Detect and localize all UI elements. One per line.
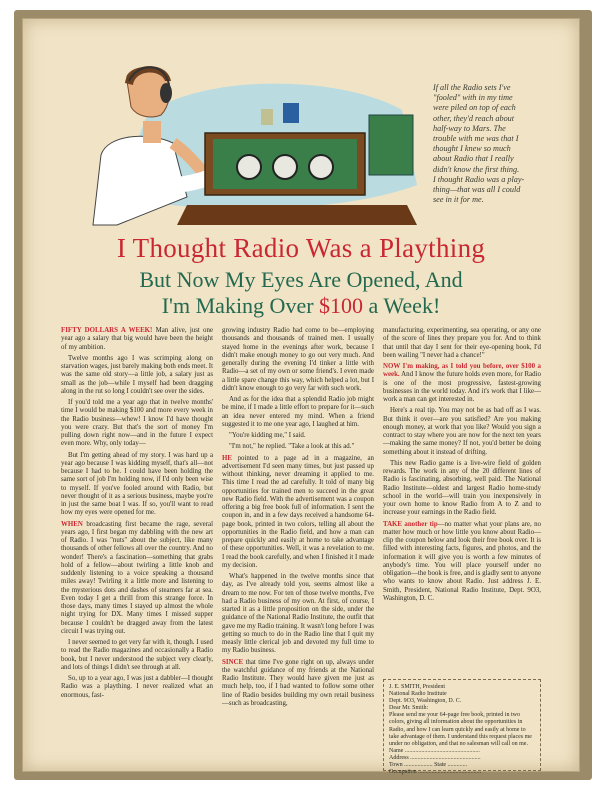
article-column-2: growing industry Radio had come to be—employing thousands and thousands of trained men. I usually stayed home in the evenings after work, because I didn't make enough money to go out very much. And generally during the evening I'd tinker a little with Radio—a set of my own or some friend's. I even made a little spare change this way, which helped a lot, but I didn't know enough to go very far with such work. And as for the idea that a splendid Radio job might be mine, if I made a little effort to prepare for it—such an idea never entered my mind. When a friend suggested it to me one year ago, I laughed at him. "You're kidding me," I said. "I'm not," he replied. "Take a look at this ad." HE pointed to a page ad in a magazine, an advertisement I'd seen many times, but just passed up without thinking, never dreaming it applied to me. This time I read the ad carefully. It told of many big opportunities for trained men to succeed in the great new Radio field. With the advertisement was a coupon offering a big free book full of information. I sent the coupon in, and in a few days received a handsome 64-page book, printed in two colors, telling all about the opportunities in the Radio field, and how a man can prepare quickly and easily at home to take advantage of these opportunities. Well, it was a revelation to me. I read the book carefully, and when I finished it I made my decision. What's happened in the twelve months since that day, as I've already told you, seems almost like a dream to me now. For ten of those twelve months, I've had a Radio business of my own. At first, of course, I started it as a little proposition on the side, under the guidance of the National Radio Institute, the outfit that gave me my Radio training. It wasn't long before I was getting so much to do in the Radio line that I quit my measly little clerical job and devoted my full time to my Radio business. SINCE that time I've gone right on up, always under the watchful guidance of my friends at the National Radio Institute. They would have given me just as much help, too, if I had wanted to follow some other line of Radio besides building my own retail business—such as broadcasting,: [222, 327, 374, 707]
coupon-town-state-field[interactable]: Town ................... State .............: [389, 762, 468, 769]
subheadline: But Now My Eyes Are Opened, And: [139, 267, 463, 292]
coupon-name-field[interactable]: Name ..................................................: [389, 747, 480, 754]
coupon-occupation-field[interactable]: Occupation ..........................................: [389, 769, 482, 776]
dial-knob: [309, 155, 333, 179]
radio-operator-illustration: [87, 55, 427, 233]
pull-quote: If all the Radio sets I've "fooled" with in my time were piled on top of each other, they'd reach about half-way to Mars. The trouble with me was that I thought I knew so much about Radio that I really didn't know the first thing. I thought Radio was a play- thing—that was all I could see in it for me.: [433, 83, 525, 205]
dial-knob: [237, 155, 261, 179]
article-column-3: manufacturing, experimenting, sea operating, or any one of the score of lines they prepare you for. And to think that until that day I sent for their eye-opening book, I'd been wailing "I never had a chance!" NOW I'm making, as I told you before, over $100 a week. And I know the future holds even more, for Radio is one of the most progressive, fastest-growing businesses in the world today. And it's work that I like—work a man can get interested in. Here's a real tip. You may not be as bad off as I was. But think it over—are you satisfied? Are you making enough money, at work that you like? Would you sign a contract to stay where you are now for the next ten years—making the same money? If not, you'd better be doing something about it instead of drifting. This new Radio game is a live-wire field of golden rewards. The work in any of the 20 different lines of Radio is fascinating, absorbing, well paid. The National Radio Institute—oldest and largest Radio home-study school in the world—will train you inexpensively in your own home to know Radio from A to Z and to increase your earnings in the Radio field. TAKE another tip—no matter what your plans are, no matter how much or how little you know about Radio—clip the coupon below and look their free book over. It is filled with interesting facts, figures, and photos, and the information it will give you is worth a few minutes of anybody's time. You will place yourself under no obligation—the book is free, and is gladly sent to anyone who wants to know about Radio. Just address J. E. Smith, President, National Radio Institute, Dept. 9O3, Washington, D. C.: [383, 327, 541, 602]
dial-knob: [273, 155, 297, 179]
radio-tube: [283, 103, 299, 123]
headline: I Thought Radio Was a Plaything: [116, 233, 486, 263]
coupon-address-field[interactable]: Address ...............................................: [389, 754, 481, 761]
advertisement-page: [22, 18, 580, 776]
loudspeaker: [369, 115, 413, 175]
subheadline-amount: I'm Making Over $100 a Week!: [161, 293, 441, 318]
mail-in-coupon[interactable]: J. E. SMITH, President National Radio Institute Dept. 9O3, Washington, D. C. Dear Mr. Smith: Please send me your 64-page free book, printed in two colors, giving all information about the opportunities in Radio, and how I can learn quickly and easily at home to take advantage of them. I understand this request places me under no obligation, and that no salesman will call on me. Name .................................................. Address ............................................... Town ................... State ............. Occupation ..........................................: [383, 679, 541, 771]
article-column-1: FIFTY DOLLARS A WEEK! Man alive, just one year ago a salary that big would have been the height of my ambition. Twelve months ago I was scrimping along on starvation wages, just barely making both ends meet. It was the same old story—a little job, a salary just as small as the job—while I myself had been dragging along in the rut so long I couldn't see over the sides. If you'd told me a year ago that in twelve months' time I would be making $100 and more every week in the Radio business—whew! I know I'd have thought you were crazy. But that's the sort of money I'm pulling down right now—and in the future I expect even more. Why, only today— But I'm getting ahead of my story. I was hard up a year ago because I was kidding myself, that's all—not because I had to be. I could have been holding the same sort of job I'm holding now, if I'd only been wise to myself. If you've fooled around with Radio, but never thought of it as a serious business, maybe you're in just the same boat I was. If so, you'll want to read how my eyes were opened for me. WHEN broadcasting first became the rage, several years ago, I first began my dabbling with the new art of Radio. I was "nuts" about the subject, like many thousands of other fellows all over the country. And no wonder! There's a fascination—something that grabs hold of a fellow—about twirling a little knob and suddenly listening to a voice speaking a thousand miles away! Twirling it a little more and listening to the mysterious dots and dashes of steamers far at sea. Even today I get a thrill from this strange force. In those days, many times I stayed up almost the whole night trying for DX. Many times I missed supper because I couldn't be dragged away from the latest circuit I was trying out. I never seemed to get very far with it, though. I used to read the Radio magazines and occasionally a Radio book, but I never understood the subject very clearly, and lots of things I didn't see through at all. So, up to a year ago, I was just a dabbler—I thought Radio was a plaything. I never realized what an enormous, fast-: [61, 327, 213, 699]
